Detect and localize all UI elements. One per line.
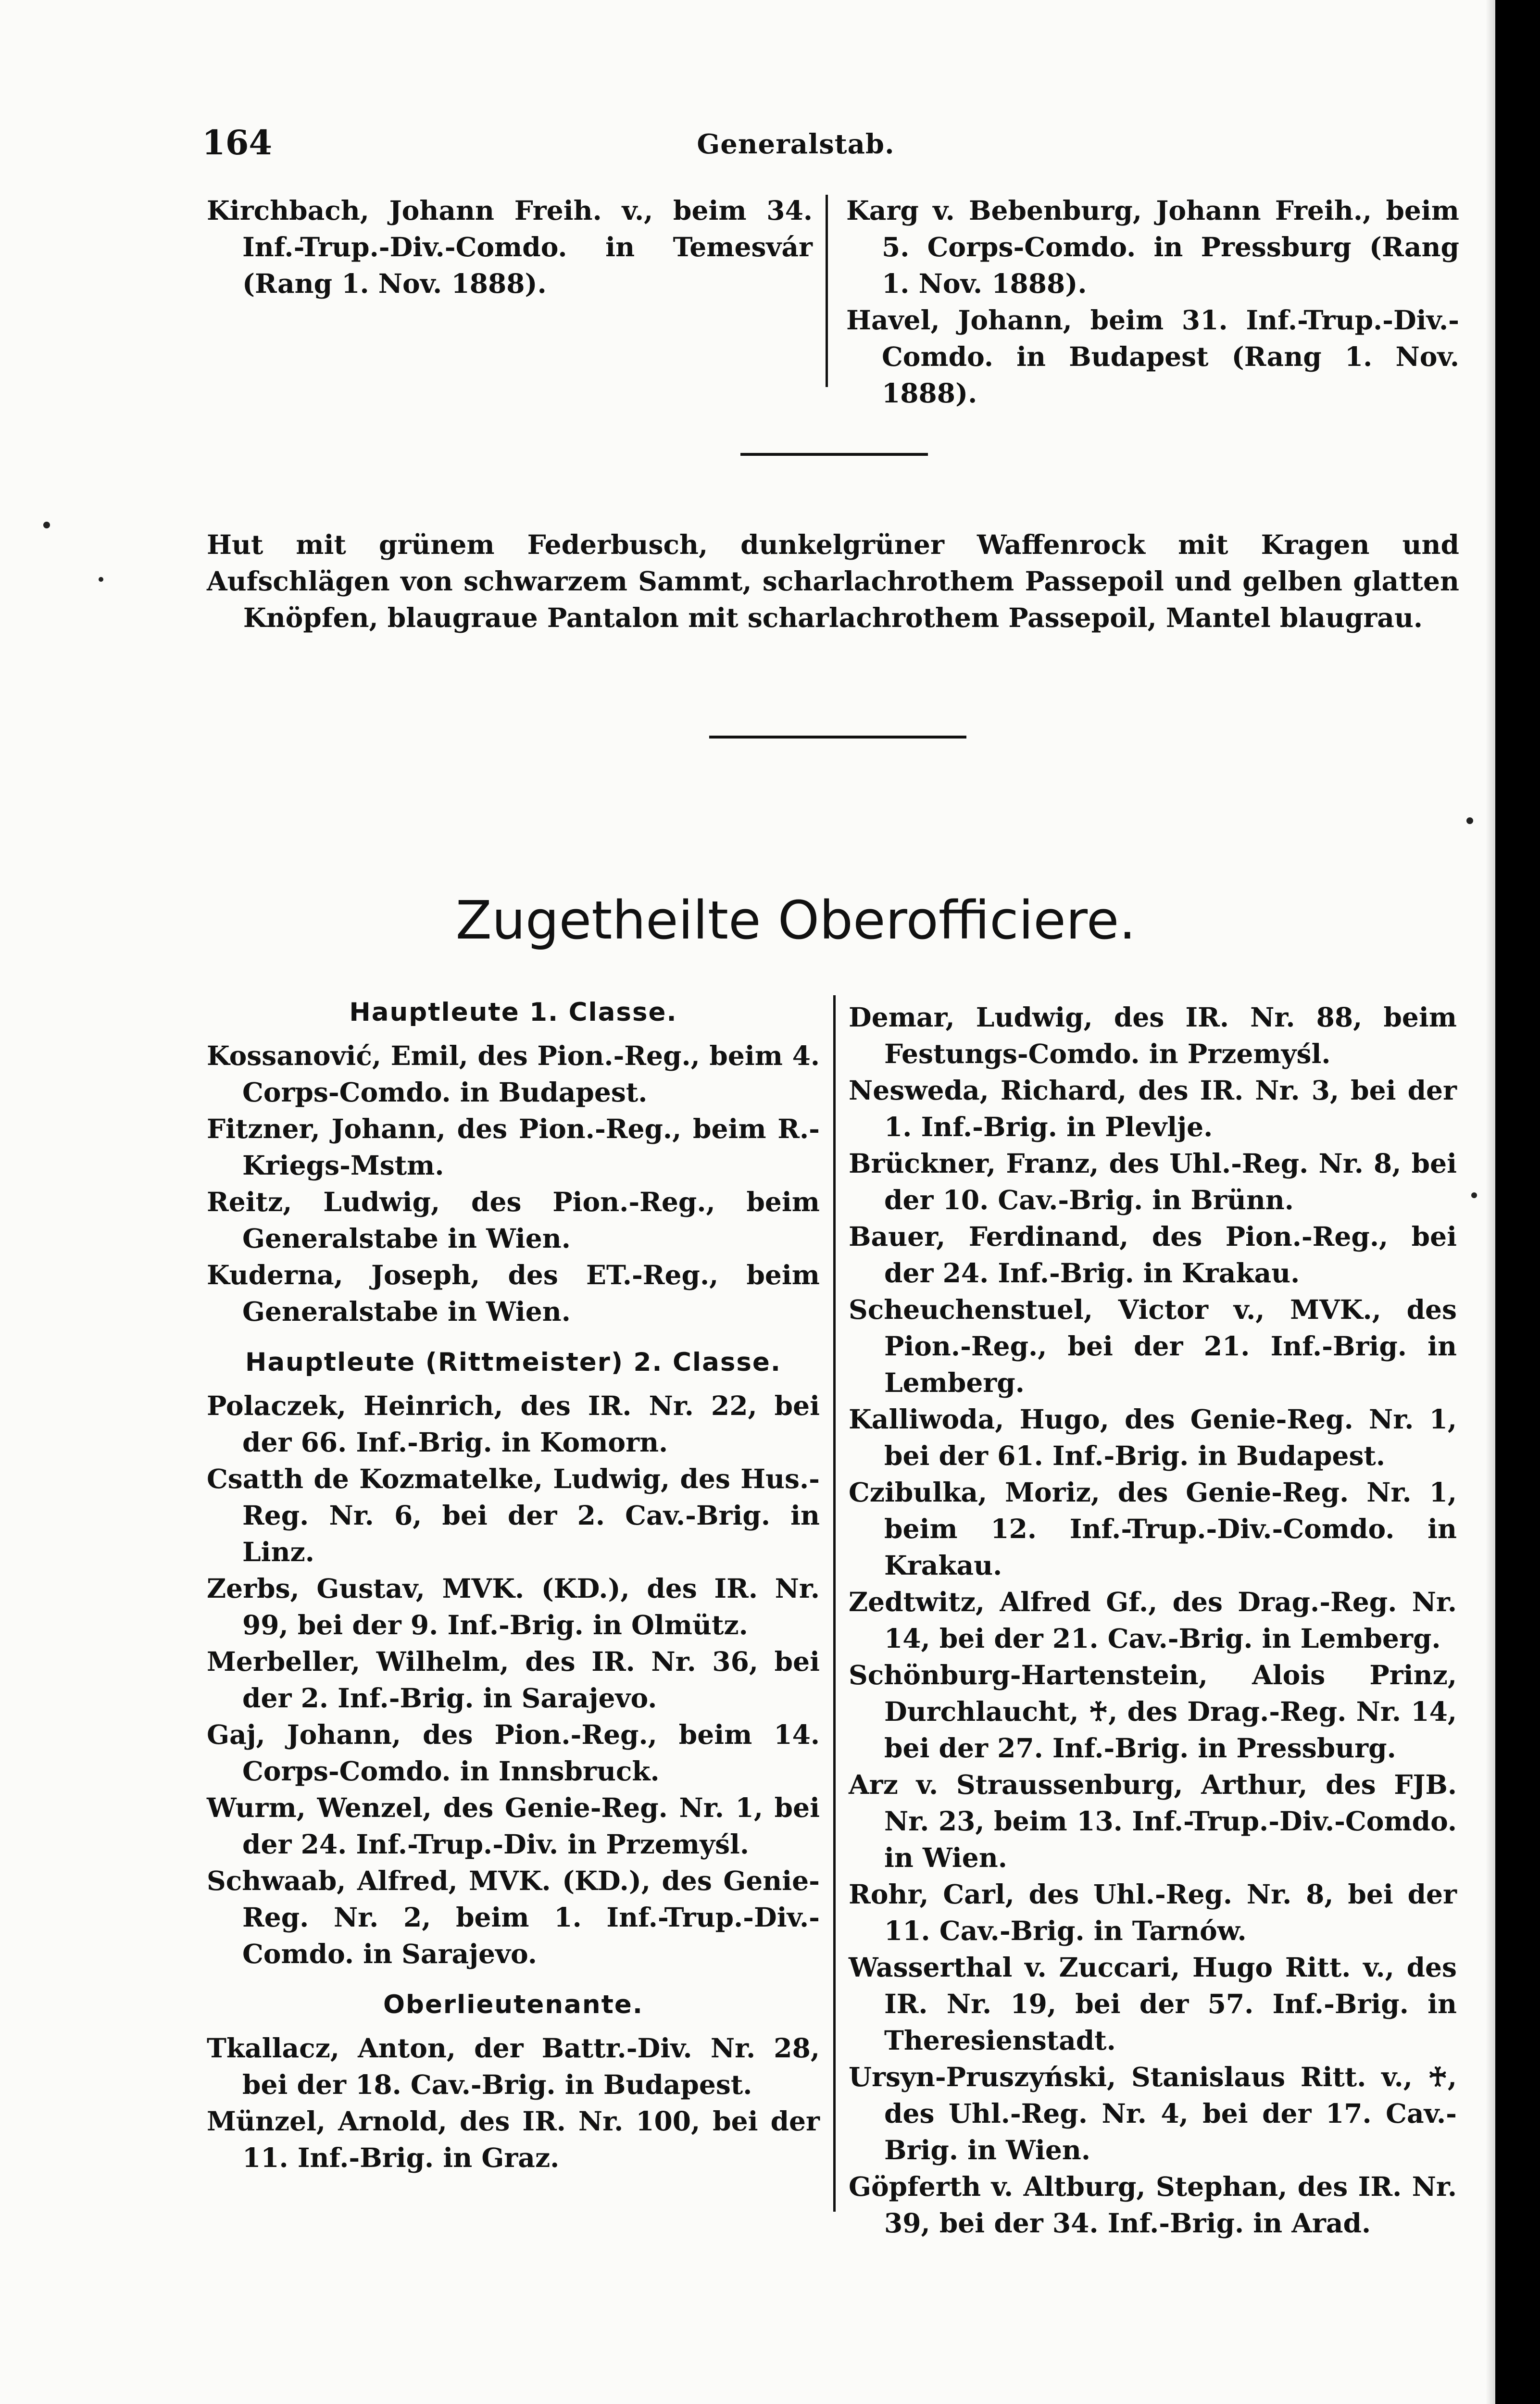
list-item: Czibulka, Moriz, des Genie-Reg. Nr. 1, beim 12. Inf.-Trup.-Div.-Comdo. in Krakau. [849,1477,1457,1581]
list-item: Münzel, Arnold, des IR. Nr. 100, bei der 11. Inf.-Brig. in Graz. [207,2105,820,2173]
section-title: Zugetheilte Oberofficiere. [455,889,1136,951]
top-right-column [846,192,1459,412]
page-number: 164 [202,123,273,163]
list-item: Rohr, Carl, des Uhl.-Reg. Nr. 8, bei der 11. Cav.-Brig. in Tarnów. [849,1878,1457,1946]
scan-border [1495,0,1540,2404]
list-item: Zedtwitz, Alfred Gf., des Drag.-Reg. Nr. 14, bei der 21. Cav.-Brig. in Lemberg. [849,1586,1457,1654]
list-item: Demar, Ludwig, des IR. Nr. 88, beim Festungs-Comdo. in Przemyśl. [849,1002,1457,1069]
print-speck [1466,817,1473,824]
list-item: Brückner, Franz, des Uhl.-Reg. Nr. 8, bei der 10. Cav.-Brig. in Brünn. [849,1148,1457,1215]
list-item: Wurm, Wenzel, des Genie-Reg. Nr. 1, bei der 24. Inf.-Trup.-Div. in Przemyśl. [207,1792,820,1860]
column-divider [833,995,836,2212]
running-title: Generalstab. [697,128,895,160]
top-left-column [207,192,813,302]
print-speck [1471,1192,1477,1198]
list-item: Kuderna, Joseph, des ET.-Reg., beim Generalstabe in Wien. [207,1259,820,1327]
list-item: Scheuchenstuel, Victor v., MVK., des Pion.-Reg., bei der 21. Inf.-Brig. in Lemberg. [849,1294,1457,1398]
uniform-description: Hut mit grünem Federbusch, dunkelgrüner Waffenrock mit Kragen und Aufschlägen von schwarzem Sammt, scharlachrothem Passepoil und gelben glatten Knöpfen, blaugraue Pantalon mit scharlachrothem Passepoil, Mantel blaugrau. [207,529,1459,633]
list-item: Arz v. Straussenburg, Arthur, des FJB. Nr. 23, beim 13. Inf.-Trup.-Div.-Comdo. in Wien. [849,1769,1457,1873]
print-speck [99,577,103,582]
subheading-oberlieutenante: Oberlieutenante. [383,1990,643,2019]
list-item: Karg v. Bebenburg, Johann Freih., beim 5. Corps-Comdo. in Pressburg (Rang 1. Nov. 1888). [846,195,1459,299]
list-item: Kossanović, Emil, des Pion.-Reg., beim 4. Corps-Comdo. in Budapest. [207,1040,820,1108]
list-item: Bauer, Ferdinand, des Pion.-Reg., bei der 24. Inf.-Brig. in Krakau. [849,1221,1457,1289]
list-item: Polaczek, Heinrich, des IR. Nr. 22, bei der 66. Inf.-Brig. in Komorn. [207,1390,820,1458]
list-item: Wasserthal v. Zuccari, Hugo Ritt. v., des IR. Nr. 19, bei der 57. Inf.-Brig. in Theresienstadt. [849,1952,1457,2056]
list-item: Schönburg-Hartenstein, Alois Prinz, Durchlaucht, ♰, des Drag.-Reg. Nr. 14, bei der 27. Inf.-Brig. in Pressburg. [849,1659,1457,1764]
subheading-hauptleute-2: Hauptleute (Rittmeister) 2. Classe. [245,1348,782,1377]
list-item: Havel, Johann, beim 31. Inf.-Trup.-Div.-Comdo. in Budapest (Rang 1. Nov. 1888). [846,304,1459,409]
list-item: Göpferth v. Altburg, Stephan, des IR. Nr. 39, bei der 34. Inf.-Brig. in Arad. [849,2171,1457,2239]
list-item: Nesweda, Richard, des IR. Nr. 3, bei der 1. Inf.-Brig. in Plevlje. [849,1075,1457,1142]
list-item: Kalliwoda, Hugo, des Genie-Reg. Nr. 1, bei der 61. Inf.-Brig. in Budapest. [849,1403,1457,1471]
list-item: Schwaab, Alfred, MVK. (KD.), des Genie-Reg. Nr. 2, beim 1. Inf.-Trup.-Div.-Comdo. in Sarajevo. [207,1865,820,1969]
list-item: Tkallacz, Anton, der Battr.-Div. Nr. 28, bei der 18. Cav.-Brig. in Budapest. [207,2032,820,2100]
running-head [0,123,1495,166]
subheading-hauptleute-1: Hauptleute 1. Classe. [349,998,677,1027]
list-item: Ursyn-Pruszyński, Stanislaus Ritt. v., ♰, des Uhl.-Reg. Nr. 4, bei der 17. Cav.-Brig. in Wien. [849,2061,1457,2166]
list-item: Merbeller, Wilhelm, des IR. Nr. 36, bei der 2. Inf.-Brig. in Sarajevo. [207,1646,820,1714]
page-edge-shadow [1486,0,1495,2404]
list-item: Reitz, Ludwig, des Pion.-Reg., beim Generalstabe in Wien. [207,1186,820,1254]
print-speck [43,522,50,528]
list-item: Gaj, Johann, des Pion.-Reg., beim 14. Corps-Comdo. in Innsbruck. [207,1719,820,1787]
horizontal-rule [740,453,928,456]
list-item: Zerbs, Gustav, MVK. (KD.), des IR. Nr. 99, bei der 9. Inf.-Brig. in Olmütz. [207,1573,820,1640]
list-item: Csatth de Kozmatelke, Ludwig, des Hus.-Reg. Nr. 6, bei der 2. Cav.-Brig. in Linz. [207,1463,820,1567]
horizontal-rule [709,736,966,739]
list-item: Kirchbach, Johann Freih. v., beim 34. Inf.-Trup.-Div.-Comdo. in Temesvár (Rang 1. Nov. 1888). [207,195,813,299]
column-divider [826,195,828,387]
list-item: Fitzner, Johann, des Pion.-Reg., beim R.-Kriegs-Mstm. [207,1113,820,1181]
officers-right-column [849,999,1457,2241]
officers-left-column [207,994,820,2176]
